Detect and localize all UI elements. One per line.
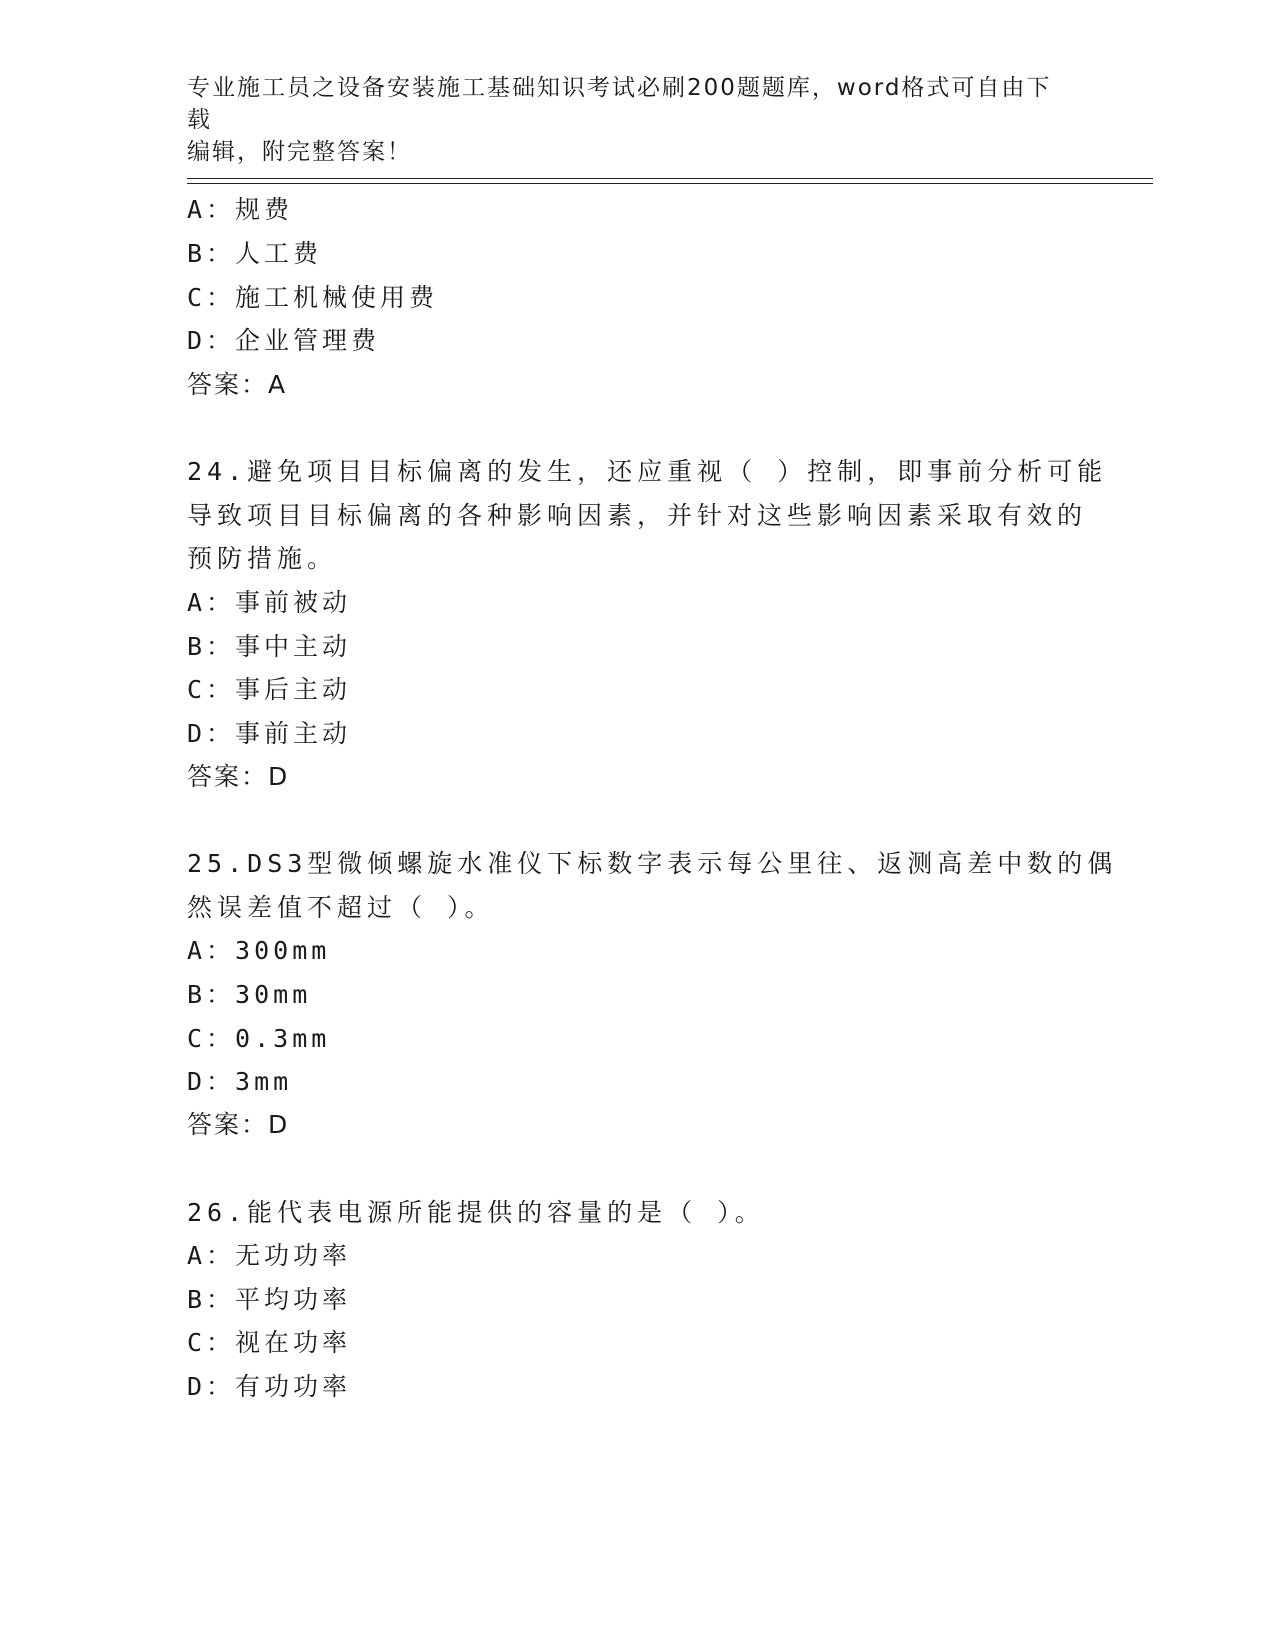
document-header (187, 72, 1067, 168)
q23-answer: 答案：A (187, 370, 288, 399)
q24-stem-line-2: 导致项目目标偏离的各种影响因素，并针对这些影响因素采取有效的 (187, 501, 1088, 530)
q23-option-d: D：企业管理费 (187, 326, 381, 355)
q26-option-b: B：平均功率 (187, 1285, 352, 1314)
q26-stem-line-1: 26.能代表电源所能提供的容量的是（ ）。 (187, 1198, 765, 1227)
q25-option-b: B：30mm (187, 980, 312, 1009)
header-divider-top (187, 178, 1153, 179)
header-divider-bottom (187, 183, 1153, 184)
header-line-1: 专业施工员之设备安装施工基础知识考试必刷200题题库，word格式可自由下载 (187, 75, 1052, 133)
q24-stem-line-3: 预防措施。 (187, 544, 338, 573)
q25-option-a: A：300mm (187, 936, 331, 965)
q24-answer: 答案：D (187, 762, 290, 791)
q25-option-c: C：0.3mm (187, 1024, 331, 1053)
header-line-2: 编辑，附完整答案！ (187, 139, 412, 165)
q23-option-a: A：规费 (187, 195, 294, 224)
q24-option-a: A：事前被动 (187, 588, 352, 617)
q24-option-c: C：事后主动 (187, 675, 352, 704)
q24-option-b: B：事中主动 (187, 632, 352, 661)
q23-option-b: B：人工费 (187, 239, 323, 268)
q24-option-d: D：事前主动 (187, 719, 352, 748)
q26-option-d: D：有功功率 (187, 1372, 352, 1401)
q23-option-c: C：施工机械使用费 (187, 283, 439, 312)
q25-stem-line-1: 25.DS3型微倾螺旋水准仪下标数字表示每公里往、返测高差中数的偶 (187, 849, 1118, 878)
q25-stem-line-2: 然误差值不超过（ ）。 (187, 893, 495, 922)
q25-answer: 答案：D (187, 1110, 290, 1139)
q24-stem-line-1: 24.避免项目目标偏离的发生，还应重视（ ）控制，即事前分析可能 (187, 457, 1108, 486)
q26-option-c: C：视在功率 (187, 1328, 352, 1357)
q25-option-d: D：3mm (187, 1067, 293, 1096)
q26-option-a: A：无功功率 (187, 1241, 352, 1270)
